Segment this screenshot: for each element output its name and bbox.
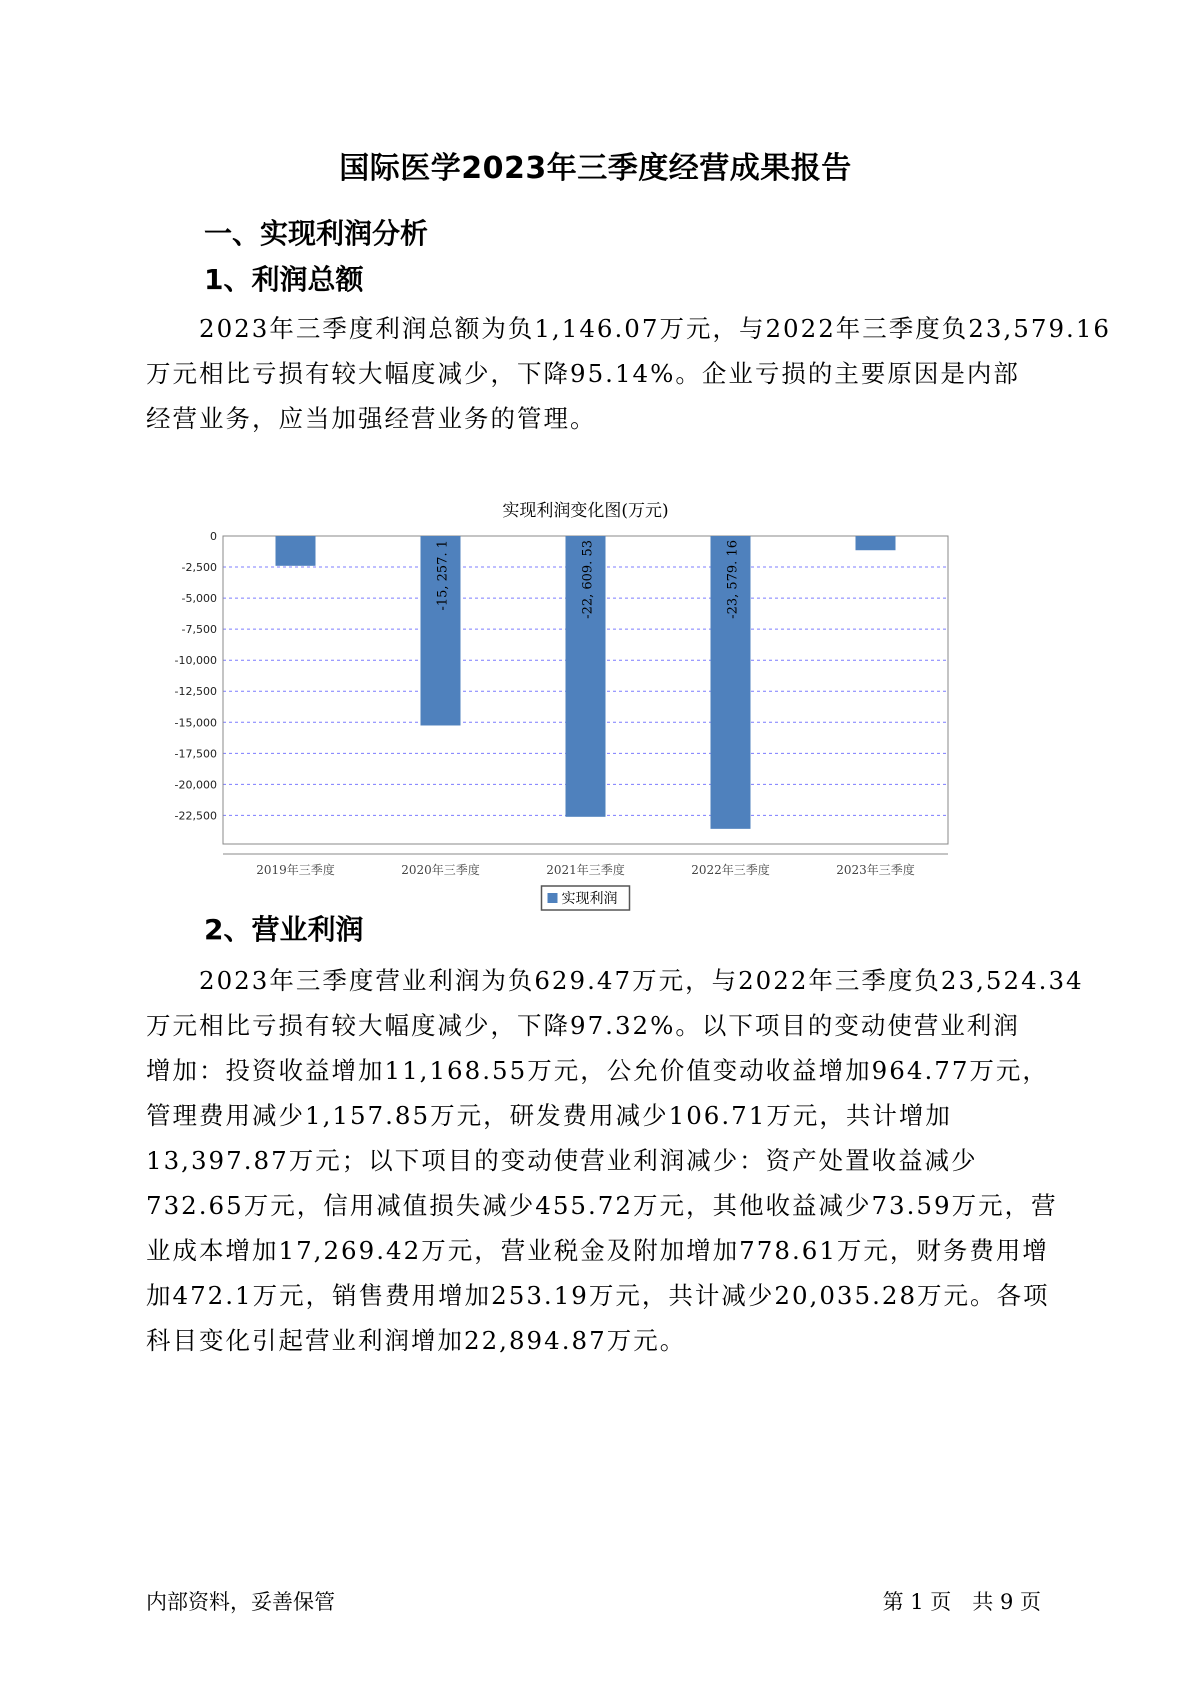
y-tick-label: -15,000 [174, 716, 217, 730]
bar-data-label: -23, 579. 16 [725, 540, 741, 619]
paragraph-operating-profit [146, 958, 1091, 1363]
paragraph-line: 管理费用减少1,157.85万元，研发费用减少106.71万元，共计增加 [146, 1101, 952, 1130]
y-tick-label: -12,500 [174, 685, 217, 699]
y-tick-label: -10,000 [174, 654, 217, 668]
legend-label: 实现利润 [561, 891, 618, 907]
paragraph-line: 万元相比亏损有较大幅度减少，下降97.32%。以下项目的变动使营业利润 [146, 1011, 1020, 1040]
paragraph-line: 经营业务，应当加强经营业务的管理。 [146, 404, 597, 433]
x-tick-label: 2022年三季度 [691, 863, 770, 877]
paragraph-line: 2023年三季度利润总额为负1,146.07万元，与2022年三季度负23,579.16 [199, 314, 1111, 343]
subheading-total-profit: 1、利润总额 [204, 263, 364, 296]
page-title: 国际医学2023年三季度经营成果报告 [339, 151, 852, 186]
y-tick-label: -5,000 [181, 592, 217, 606]
y-tick-label: 0 [210, 530, 217, 543]
bar-1 [276, 536, 316, 566]
x-tick-label: 2020年三季度 [401, 863, 480, 877]
profit-change-chart [160, 490, 1020, 940]
y-tick-label: -7,500 [181, 623, 217, 637]
bar-5 [856, 536, 896, 550]
paragraph-line: 2023年三季度营业利润为负629.47万元，与2022年三季度负23,524.34 [199, 966, 1084, 995]
paragraph-line: 万元相比亏损有较大幅度减少，下降95.14%。企业亏损的主要原因是内部 [146, 359, 1020, 388]
footer-confidential-note: 内部资料，妥善保管 [146, 1590, 335, 1614]
y-tick-label: -2,500 [181, 561, 217, 575]
chart-svg [160, 490, 1020, 940]
paragraph-line: 732.65万元，信用减值损失减少455.72万元，其他收益减少73.59万元，营 [146, 1191, 1058, 1220]
subheading-operating-profit: 2、营业利润 [204, 913, 364, 946]
x-tick-label: 2023年三季度 [836, 863, 915, 877]
paragraph-line: 13,397.87万元；以下项目的变动使营业利润减少：资产处置收益减少 [146, 1146, 978, 1175]
y-tick-label: -20,000 [174, 778, 217, 792]
paragraph-line: 科目变化引起营业利润增加22,894.87万元。 [146, 1326, 687, 1355]
y-tick-label: -22,500 [174, 809, 217, 823]
section-heading-profit-analysis: 一、实现利润分析 [204, 217, 429, 250]
legend-swatch [548, 893, 558, 903]
y-tick-label: -17,500 [174, 747, 217, 761]
chart-title: 实现利润变化图(万元) [502, 501, 669, 521]
paragraph-line: 业成本增加17,269.42万元，营业税金及附加增加778.61万元，财务费用增 [146, 1236, 1049, 1265]
bar-data-label: -15, 257. 1 [435, 540, 451, 611]
paragraph-line: 增加：投资收益增加11,168.55万元，公允价值变动收益增加964.77万元， [146, 1056, 1049, 1085]
bar-data-label: -22, 609. 53 [580, 540, 596, 619]
x-tick-label: 2021年三季度 [546, 863, 625, 877]
x-tick-label: 2019年三季度 [256, 863, 335, 877]
footer-page-number: 第 1 页 共 9 页 [882, 1590, 1041, 1614]
paragraph-total-profit [146, 306, 1111, 441]
paragraph-line: 加472.1万元，销售费用增加253.19万元，共计减少20,035.28万元。各项 [146, 1281, 1050, 1310]
